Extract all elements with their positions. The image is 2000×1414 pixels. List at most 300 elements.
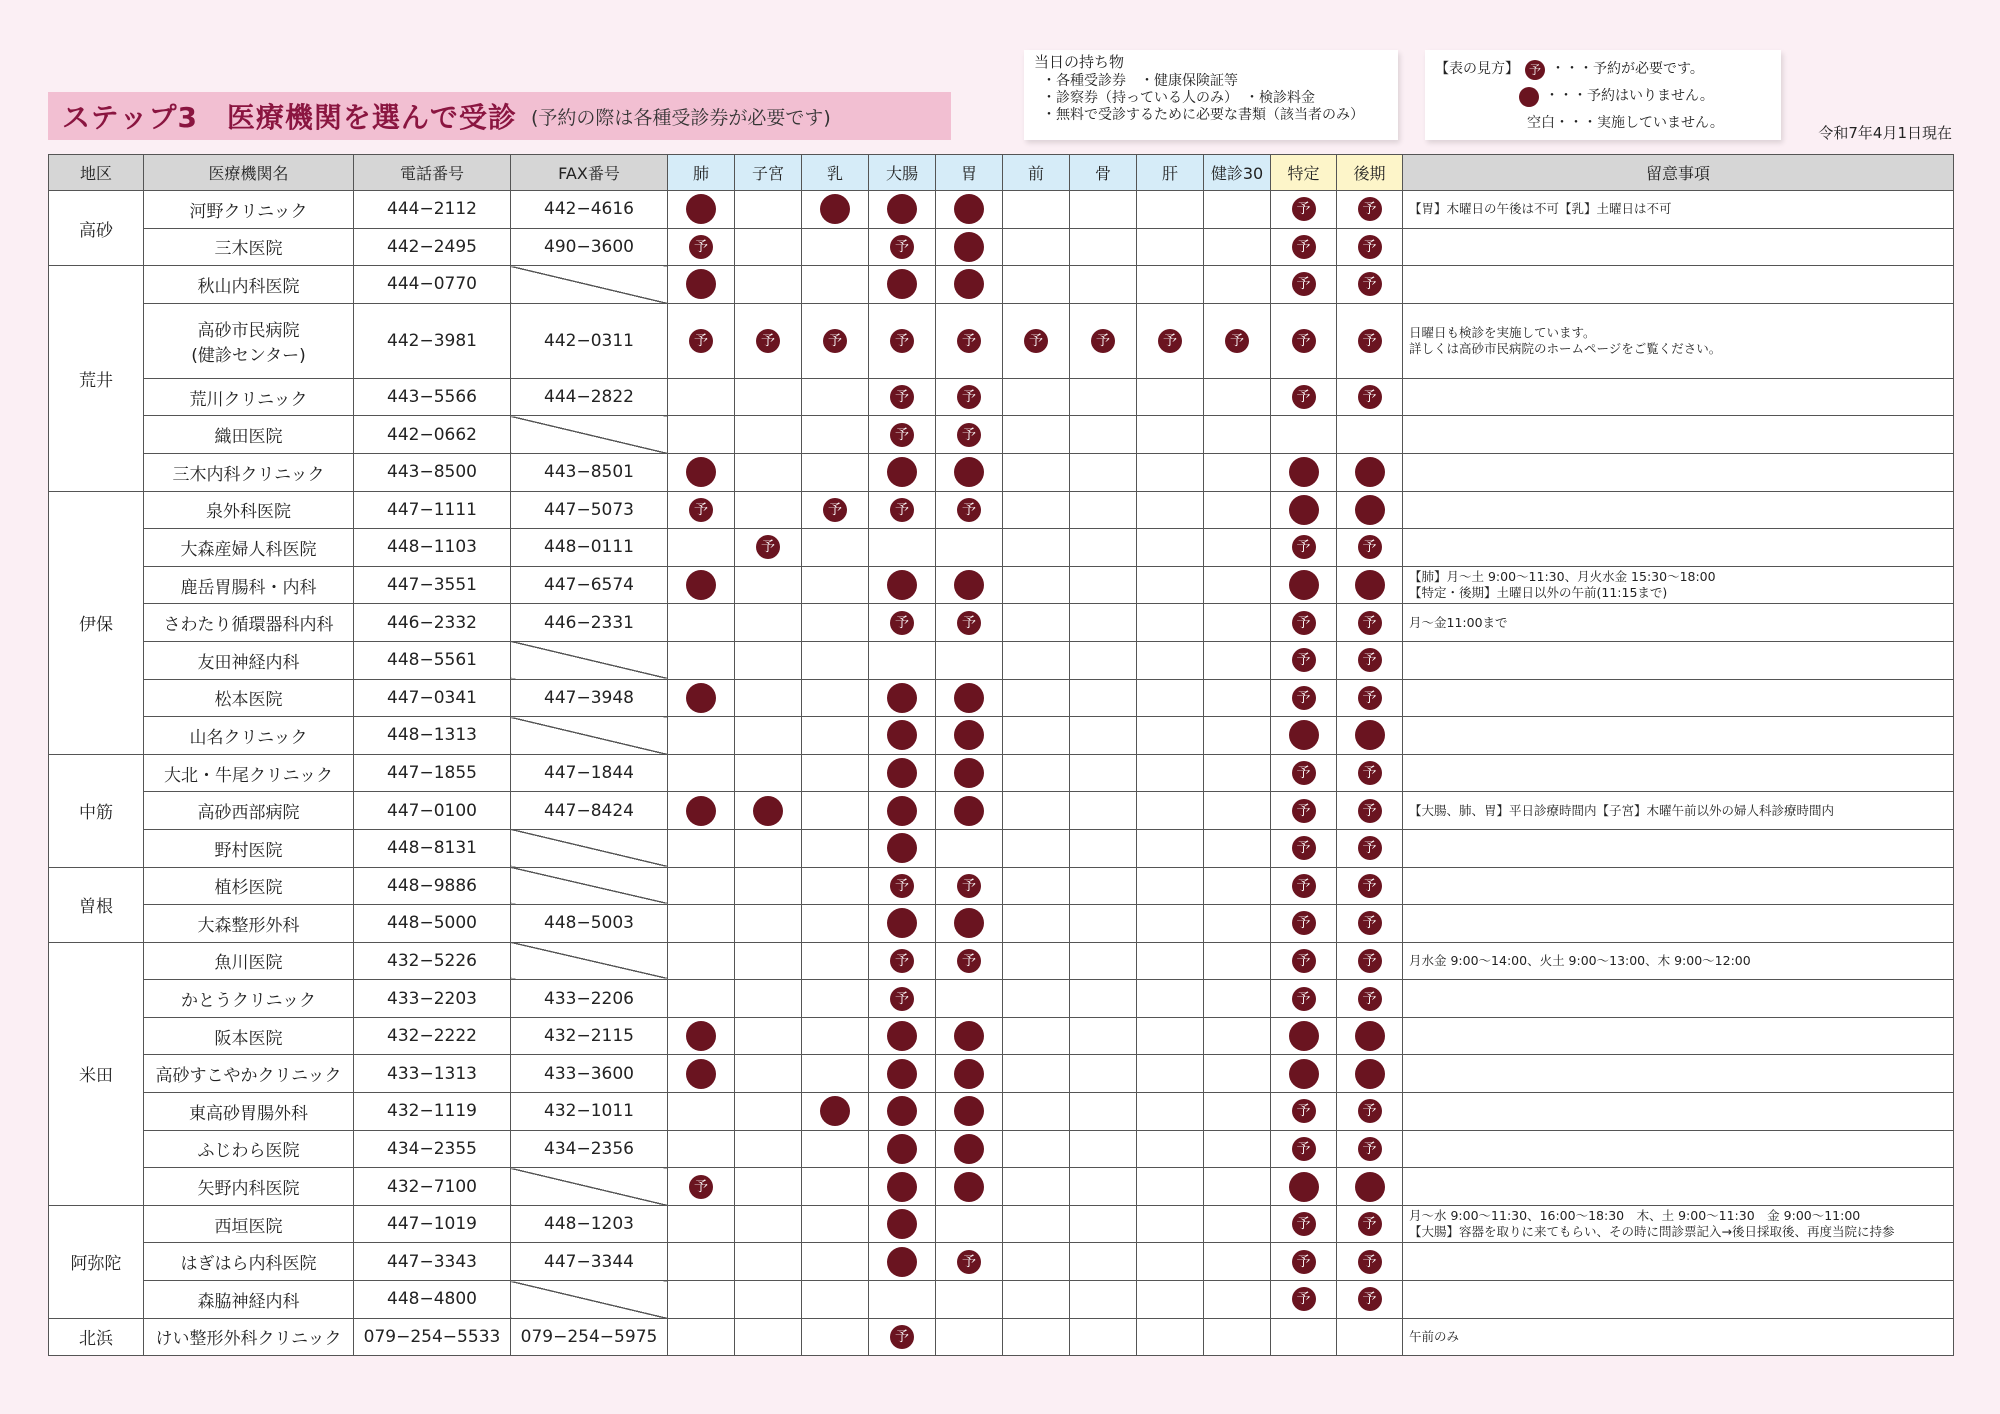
exam-cell	[1204, 905, 1271, 943]
exam-cell	[869, 566, 936, 604]
phone-number: 447−3343	[354, 1243, 511, 1281]
exam-cell	[869, 191, 936, 229]
note-cell	[1403, 1055, 1954, 1093]
exam-cell	[1070, 1093, 1137, 1131]
exam-cell	[1137, 717, 1204, 755]
exam-cell	[1070, 453, 1137, 491]
exam-cell	[1137, 529, 1204, 567]
exam-cell	[1271, 905, 1337, 943]
exam-cell	[1070, 266, 1137, 304]
no-reservation-icon	[887, 908, 917, 938]
fax-number	[511, 266, 668, 304]
note-cell: 月水金 9:00～14:00、火土 9:00～13:00、木 9:00～12:00	[1403, 942, 1954, 980]
clinic-name: 荒川クリニック	[144, 378, 354, 416]
no-reservation-icon	[887, 1209, 917, 1239]
exam-cell	[1204, 829, 1271, 867]
exam-cell	[668, 1093, 735, 1131]
exam-cell	[869, 228, 936, 266]
exam-cell	[1003, 529, 1070, 567]
phone-number: 448−5561	[354, 641, 511, 679]
reservation-required-icon: 予	[1358, 329, 1382, 353]
no-reservation-icon	[1355, 1059, 1385, 1089]
fax-number	[511, 641, 668, 679]
fax-number: 434−2356	[511, 1130, 668, 1168]
no-reservation-icon	[820, 194, 850, 224]
exam-cell	[735, 303, 802, 378]
reservation-required-icon: 予	[957, 329, 981, 353]
title-bar	[48, 92, 951, 140]
phone-number: 448−4800	[354, 1281, 511, 1319]
no-reservation-icon	[954, 269, 984, 299]
exam-cell	[936, 679, 1003, 717]
exam-cell	[936, 829, 1003, 867]
exam-cell	[735, 228, 802, 266]
reservation-required-icon: 予	[1292, 1212, 1316, 1236]
exam-cell	[869, 378, 936, 416]
exam-cell	[869, 1055, 936, 1093]
exam-cell	[1070, 905, 1137, 943]
exam-cell	[1137, 1093, 1204, 1131]
column-header: 大腸	[869, 155, 936, 191]
fax-number: 447−5073	[511, 491, 668, 529]
fax-number: 432−2115	[511, 1017, 668, 1055]
fax-number	[511, 867, 668, 905]
no-reservation-icon	[887, 758, 917, 788]
clinic-name: はぎはら内科医院	[144, 1243, 354, 1281]
exam-cell	[1337, 1055, 1403, 1093]
exam-cell	[936, 529, 1003, 567]
exam-cell	[1070, 378, 1137, 416]
exam-cell	[1271, 604, 1337, 642]
no-reservation-icon	[887, 1096, 917, 1126]
exam-cell	[735, 641, 802, 679]
exam-cell	[1003, 491, 1070, 529]
table-row	[49, 1205, 1954, 1243]
reservation-required-icon: 予	[689, 329, 713, 353]
exam-cell	[1137, 491, 1204, 529]
clinic-name: 高砂市民病院 (健診センター)	[144, 303, 354, 378]
exam-cell	[1337, 529, 1403, 567]
note-cell	[1403, 1168, 1954, 1206]
exam-cell	[936, 1318, 1003, 1356]
exam-cell	[668, 1243, 735, 1281]
exam-cell	[1070, 717, 1137, 755]
exam-cell	[1003, 266, 1070, 304]
exam-cell	[1003, 980, 1070, 1018]
exam-cell	[1337, 1093, 1403, 1131]
clinic-name: けい整形外科クリニック	[144, 1318, 354, 1356]
exam-cell	[936, 1130, 1003, 1168]
exam-cell	[1137, 1205, 1204, 1243]
exam-cell	[1070, 1205, 1137, 1243]
column-header: 特定	[1271, 155, 1337, 191]
bring-line: ・無料で受診するために必要な書類（該当者のみ）	[1042, 107, 1364, 123]
exam-cell	[1337, 717, 1403, 755]
exam-cell	[936, 980, 1003, 1018]
exam-cell	[1070, 228, 1137, 266]
clinic-name: 高砂すこやかクリニック	[144, 1055, 354, 1093]
exam-cell	[802, 754, 869, 792]
exam-cell	[1137, 1168, 1204, 1206]
exam-cell	[668, 453, 735, 491]
exam-cell	[1204, 717, 1271, 755]
no-reservation-icon	[887, 683, 917, 713]
table-row	[49, 679, 1954, 717]
exam-cell	[1204, 980, 1271, 1018]
reservation-required-icon: 予	[1225, 329, 1249, 353]
exam-cell	[668, 1055, 735, 1093]
exam-cell	[1003, 942, 1070, 980]
exam-cell	[668, 566, 735, 604]
reservation-required-icon: 予	[689, 498, 713, 522]
exam-cell	[1271, 1017, 1337, 1055]
exam-cell	[1137, 1055, 1204, 1093]
exam-cell	[1070, 1055, 1137, 1093]
clinic-name: 泉外科医院	[144, 491, 354, 529]
no-reservation-icon	[954, 570, 984, 600]
page-title: ステップ3 医療機関を選んで受診	[62, 101, 517, 134]
clinic-name: 矢野内科医院	[144, 1168, 354, 1206]
reservation-required-icon: 予	[1292, 686, 1316, 710]
exam-cell	[735, 1093, 802, 1131]
exam-cell	[668, 792, 735, 830]
exam-cell	[1070, 754, 1137, 792]
phone-number: 443−5566	[354, 378, 511, 416]
clinic-name: 植杉医院	[144, 867, 354, 905]
reservation-required-icon: 予	[823, 329, 847, 353]
clinic-name: 鹿岳胃腸科・内科	[144, 566, 354, 604]
phone-number: 448−5000	[354, 905, 511, 943]
no-reservation-icon	[887, 1059, 917, 1089]
no-reservation-icon	[1289, 1059, 1319, 1089]
no-reservation-icon	[686, 570, 716, 600]
exam-cell	[735, 1281, 802, 1319]
exam-cell	[1271, 266, 1337, 304]
reservation-required-icon: 予	[1358, 611, 1382, 635]
reservation-required-icon: 予	[1358, 1099, 1382, 1123]
phone-number: 447−0341	[354, 679, 511, 717]
exam-cell	[735, 604, 802, 642]
note-cell	[1403, 641, 1954, 679]
exam-cell	[1271, 980, 1337, 1018]
reservation-required-icon: 予	[1292, 1137, 1316, 1161]
no-reservation-icon	[954, 683, 984, 713]
exam-cell	[1003, 228, 1070, 266]
phone-number: 433−1313	[354, 1055, 511, 1093]
fax-number	[511, 942, 668, 980]
exam-cell	[869, 303, 936, 378]
exam-cell	[802, 641, 869, 679]
exam-cell	[735, 980, 802, 1018]
no-reservation-icon	[1355, 720, 1385, 750]
exam-cell	[1137, 1318, 1204, 1356]
exam-cell	[1137, 1281, 1204, 1319]
exam-cell	[936, 1093, 1003, 1131]
exam-cell	[1137, 228, 1204, 266]
reservation-required-icon: 予	[1358, 648, 1382, 672]
exam-cell	[1137, 980, 1204, 1018]
exam-cell	[735, 1243, 802, 1281]
reservation-required-icon: 予	[957, 874, 981, 898]
exam-cell	[735, 416, 802, 454]
note-cell	[1403, 1017, 1954, 1055]
exam-cell	[1271, 829, 1337, 867]
no-reservation-icon	[686, 1021, 716, 1051]
exam-cell	[1070, 641, 1137, 679]
exam-cell	[735, 829, 802, 867]
exam-cell	[869, 905, 936, 943]
exam-cell	[802, 1055, 869, 1093]
fax-number: 444−2822	[511, 378, 668, 416]
reservation-required-icon: 予	[890, 874, 914, 898]
exam-cell	[735, 453, 802, 491]
reservation-required-icon: 予	[689, 1175, 713, 1199]
reservation-required-icon: 予	[1292, 385, 1316, 409]
reservation-required-icon: 予	[1292, 535, 1316, 559]
no-reservation-icon	[1289, 457, 1319, 487]
clinic-name: 織田医院	[144, 416, 354, 454]
exam-cell	[735, 1017, 802, 1055]
exam-cell	[1337, 1130, 1403, 1168]
exam-cell	[735, 717, 802, 755]
no-reservation-icon	[686, 796, 716, 826]
reservation-required-icon: 予	[957, 498, 981, 522]
exam-cell	[735, 1205, 802, 1243]
exam-cell	[1337, 604, 1403, 642]
fax-number: 432−1011	[511, 1093, 668, 1131]
exam-cell	[1204, 942, 1271, 980]
phone-number: 444−2112	[354, 191, 511, 229]
exam-cell	[1337, 867, 1403, 905]
exam-cell	[802, 980, 869, 1018]
reservation-required-icon: 予	[1158, 329, 1182, 353]
reservation-required-icon: 予	[756, 535, 780, 559]
exam-cell	[1337, 303, 1403, 378]
exam-cell	[735, 566, 802, 604]
no-reservation-icon	[1355, 570, 1385, 600]
exam-cell	[1070, 416, 1137, 454]
exam-cell	[936, 416, 1003, 454]
fax-number: 446−2331	[511, 604, 668, 642]
note-cell	[1403, 416, 1954, 454]
exam-cell	[1137, 566, 1204, 604]
exam-cell	[1137, 191, 1204, 229]
no-reservation-icon	[954, 796, 984, 826]
note-cell: 日曜日も検診を実施しています。 詳しくは高砂市民病院のホームページをご覧ください。	[1403, 303, 1954, 378]
reservation-required-icon: 予	[1292, 648, 1316, 672]
reservation-required-icon: 予	[1358, 836, 1382, 860]
reservation-required-icon: 予	[1358, 799, 1382, 823]
exam-cell	[1337, 792, 1403, 830]
note-cell: 【胃】木曜日の午後は不可【乳】土曜日は不可	[1403, 191, 1954, 229]
legend-heading: 【表の見方】	[1435, 61, 1519, 77]
exam-cell	[735, 1168, 802, 1206]
column-header: FAX番号	[511, 155, 668, 191]
exam-cell	[1204, 1055, 1271, 1093]
no-reservation-icon	[887, 1247, 917, 1277]
exam-cell	[1003, 191, 1070, 229]
phone-number: 448−8131	[354, 829, 511, 867]
exam-cell	[1271, 453, 1337, 491]
area-cell: 中筋	[49, 754, 144, 867]
exam-cell	[668, 416, 735, 454]
table-row	[49, 1168, 1954, 1206]
reservation-required-icon: 予	[1358, 949, 1382, 973]
reservation-required-icon: 予	[1358, 272, 1382, 296]
exam-cell	[1271, 491, 1337, 529]
exam-cell	[668, 754, 735, 792]
no-reservation-icon	[686, 683, 716, 713]
exam-cell	[1003, 378, 1070, 416]
phone-number: 443−8500	[354, 453, 511, 491]
reservation-required-icon: 予	[1525, 60, 1545, 80]
clinic-name: 大森整形外科	[144, 905, 354, 943]
exam-cell	[869, 1281, 936, 1319]
reservation-required-icon: 予	[1358, 235, 1382, 259]
exam-cell	[1337, 416, 1403, 454]
exam-cell	[869, 980, 936, 1018]
table-row	[49, 191, 1954, 229]
reservation-required-icon: 予	[1358, 686, 1382, 710]
clinic-name: 野村医院	[144, 829, 354, 867]
fax-number	[511, 416, 668, 454]
exam-cell	[1271, 303, 1337, 378]
reservation-required-icon: 予	[1292, 836, 1316, 860]
exam-cell	[802, 453, 869, 491]
exam-cell	[1003, 566, 1070, 604]
exam-cell	[1003, 1243, 1070, 1281]
fax-number: 079−254−5975	[511, 1318, 668, 1356]
exam-cell	[1070, 792, 1137, 830]
phone-number: 448−1313	[354, 717, 511, 755]
exam-cell	[1003, 1017, 1070, 1055]
exam-cell	[1271, 717, 1337, 755]
table-row	[49, 1093, 1954, 1131]
clinic-name: 友田神経内科	[144, 641, 354, 679]
fax-number: 447−3344	[511, 1243, 668, 1281]
reservation-required-icon: 予	[1292, 761, 1316, 785]
phone-number: 442−3981	[354, 303, 511, 378]
table-row	[49, 303, 1954, 378]
reservation-required-icon: 予	[957, 1250, 981, 1274]
phone-number: 433−2203	[354, 980, 511, 1018]
note-cell: 月～金11:00まで	[1403, 604, 1954, 642]
table-row	[49, 1243, 1954, 1281]
no-reservation-icon	[686, 269, 716, 299]
exam-cell	[1271, 1168, 1337, 1206]
exam-cell	[936, 641, 1003, 679]
exam-cell	[1070, 604, 1137, 642]
column-header: 胃	[936, 155, 1003, 191]
column-header: 肺	[668, 155, 735, 191]
clinic-name: 阪本医院	[144, 1017, 354, 1055]
exam-cell	[1137, 792, 1204, 830]
exam-cell	[802, 604, 869, 642]
no-reservation-icon	[954, 1172, 984, 1202]
exam-cell	[802, 905, 869, 943]
exam-cell	[1070, 491, 1137, 529]
exam-cell	[802, 829, 869, 867]
exam-cell	[668, 604, 735, 642]
exam-cell	[735, 905, 802, 943]
exam-cell	[1070, 1243, 1137, 1281]
exam-cell	[668, 303, 735, 378]
phone-number: 447−0100	[354, 792, 511, 830]
column-header: 肝	[1137, 155, 1204, 191]
legend-box	[1425, 50, 1781, 140]
exam-cell	[1137, 641, 1204, 679]
exam-cell	[1137, 1243, 1204, 1281]
no-reservation-icon	[887, 1021, 917, 1051]
phone-number: 447−1111	[354, 491, 511, 529]
exam-cell	[1271, 416, 1337, 454]
exam-cell	[936, 266, 1003, 304]
note-cell	[1403, 980, 1954, 1018]
note-cell	[1403, 491, 1954, 529]
reservation-required-icon: 予	[890, 423, 914, 447]
reservation-required-icon: 予	[1292, 911, 1316, 935]
exam-cell	[869, 1205, 936, 1243]
no-reservation-icon	[954, 232, 984, 262]
table-row	[49, 529, 1954, 567]
exam-cell	[1003, 1055, 1070, 1093]
exam-cell	[1337, 980, 1403, 1018]
exam-cell	[1271, 754, 1337, 792]
reservation-required-icon: 予	[957, 423, 981, 447]
table-row	[49, 1318, 1954, 1356]
exam-cell	[1137, 453, 1204, 491]
exam-cell	[1003, 717, 1070, 755]
exam-cell	[668, 378, 735, 416]
fax-number	[511, 717, 668, 755]
exam-cell	[1003, 829, 1070, 867]
reservation-required-icon: 予	[1292, 1099, 1316, 1123]
exam-cell	[668, 529, 735, 567]
exam-cell	[1271, 1205, 1337, 1243]
exam-cell	[1337, 191, 1403, 229]
legend-yo-text: ・・・予約が必要です。	[1551, 61, 1704, 77]
clinic-name: 森脇神経内科	[144, 1281, 354, 1319]
clinic-name: さわたり循環器科内科	[144, 604, 354, 642]
exam-cell	[936, 867, 1003, 905]
exam-cell	[802, 566, 869, 604]
exam-cell	[936, 1055, 1003, 1093]
exam-cell	[1271, 566, 1337, 604]
exam-cell	[1003, 754, 1070, 792]
reservation-required-icon: 予	[1358, 385, 1382, 409]
exam-cell	[869, 942, 936, 980]
exam-cell	[802, 303, 869, 378]
phone-number: 448−1103	[354, 529, 511, 567]
exam-cell	[936, 1168, 1003, 1206]
exam-cell	[668, 228, 735, 266]
table-row	[49, 717, 1954, 755]
area-cell: 高砂	[49, 191, 144, 266]
reservation-required-icon: 予	[1292, 874, 1316, 898]
no-reservation-icon	[954, 720, 984, 750]
exam-cell	[1137, 1017, 1204, 1055]
exam-cell	[936, 491, 1003, 529]
note-cell	[1403, 754, 1954, 792]
reservation-required-icon: 予	[1292, 1287, 1316, 1311]
exam-cell	[869, 266, 936, 304]
exam-cell	[936, 942, 1003, 980]
exam-cell	[869, 1093, 936, 1131]
exam-cell	[802, 266, 869, 304]
exam-cell	[1137, 867, 1204, 905]
exam-cell	[1337, 1318, 1403, 1356]
exam-cell	[1337, 1205, 1403, 1243]
